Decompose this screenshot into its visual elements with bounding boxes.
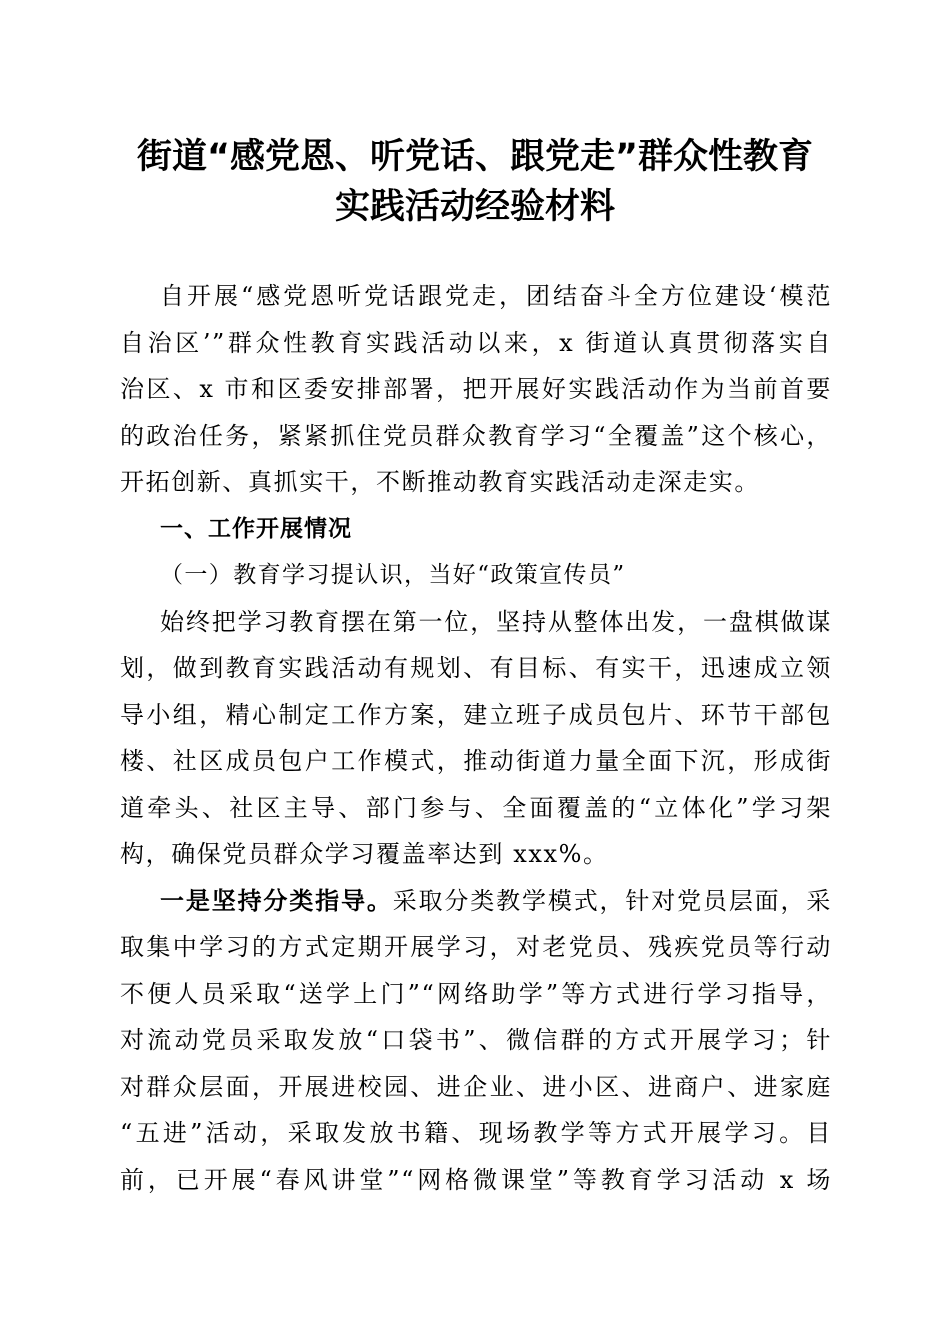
document-title xyxy=(100,132,850,232)
para2-lead: 一是坚持分类指导。 xyxy=(160,886,393,915)
intro-line-1: 自开展“感党恩听党话跟党走，团结奋斗全方位建设‘模范 xyxy=(160,282,832,310)
document-body xyxy=(120,273,832,1203)
para1-line-3: 导小组，精心制定工作方案，建立班子成员包片、环节干部包 xyxy=(120,700,832,729)
para2-line-3: 不便人员采取“送学上门”“网络助学”等方式进行学习指导， xyxy=(120,979,832,1008)
para1-line-5: 道牵头、社区主导、部门参与、全面覆盖的“立体化”学习架 xyxy=(120,793,832,822)
para2-line-1 xyxy=(120,878,832,925)
para2-line-4: 对流动党员采取发放“口袋书”、微信群的方式开展学习；针 xyxy=(120,1026,832,1054)
intro-line-4: 的政治任务，紧紧抓住党员群众教育学习“全覆盖”这个核心， xyxy=(120,421,832,450)
para2-line-1-rest: 采取分类教学模式，针对党员层面，采 xyxy=(392,886,832,915)
subsection-heading-1: （一）教育学习提认识，当好“政策宣传员” xyxy=(160,562,626,588)
para1-line-2: 划，做到教育实践活动有规划、有目标、有实干，迅速成立领 xyxy=(120,654,832,682)
para2-line-6: “五进”活动，采取发放书籍、现场教学等方式开展学习。目 xyxy=(120,1119,832,1147)
paragraph-1 xyxy=(120,599,832,878)
paragraph-2 xyxy=(120,878,832,1204)
intro-line-2: 自治区’”群众性教育实践活动以来，x 街道认真贯彻落实自 xyxy=(120,328,832,357)
title-line-1: 街道“感党恩、听党话、跟党走”群众性教育 xyxy=(136,137,813,177)
para1-line-6: 构，确保党员群众学习覆盖率达到 xxx%。 xyxy=(120,840,609,868)
para2-line-5: 对群众层面，开展进校园、进企业、进小区、进商户、进家庭 xyxy=(120,1072,832,1101)
para2-line-7: 前，已开展“春风讲堂”“网格微课堂”等教育学习活动 x 场 xyxy=(120,1165,832,1194)
para1-line-1: 始终把学习教育摆在第一位，坚持从整体出发，一盘棋做谋 xyxy=(160,607,832,636)
title-line-2: 实践活动经验材料 xyxy=(334,187,615,227)
para2-line-2: 取集中学习的方式定期开展学习，对老党员、残疾党员等行动 xyxy=(120,933,832,961)
para1-line-4: 楼、社区成员包户工作模式，推动街道力量全面下沉，形成街 xyxy=(120,747,832,775)
intro-line-3: 治区、x 市和区委安排部署，把开展好实践活动作为当前首要 xyxy=(120,375,832,403)
intro-line-5: 开拓创新、真抓实干，不断推动教育实践活动走深走实。 xyxy=(120,468,760,496)
intro-paragraph xyxy=(120,273,832,506)
section-heading-1: 一、工作开展情况 xyxy=(160,515,352,542)
